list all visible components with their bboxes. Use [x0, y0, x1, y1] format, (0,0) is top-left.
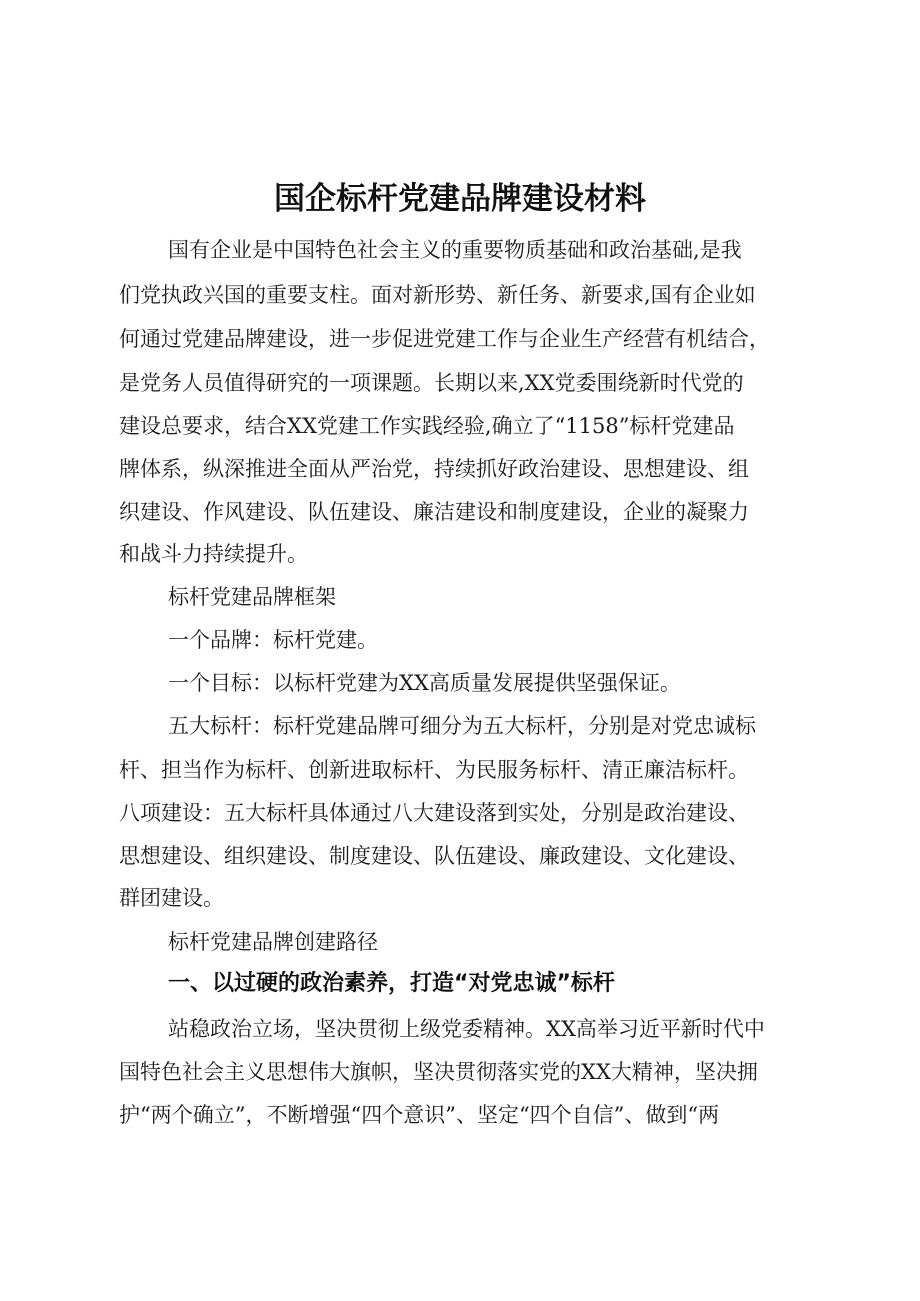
document-title: 国企标杆党建品牌建设材料	[274, 181, 646, 217]
intro-line: 何通过党建品牌建设，进一步促进党建工作与企业生产经营有机结合，	[119, 327, 770, 351]
intro-line: 建设总要求，结合XX党建工作实践经验,确立了“1158”标杆党建品	[119, 414, 735, 438]
section-1-heading: 一、以过硬的政治素养，打造“对党忠诚”标杆	[168, 971, 615, 996]
eight-constructions-line: 八项建设：五大标杆具体通过八大建设落到实处，分别是政治建设、	[119, 801, 749, 825]
brand-line: 一个品牌：标杆党建。	[168, 628, 378, 652]
path-heading: 标杆党建品牌创建路径	[168, 930, 378, 954]
framework-heading: 标杆党建品牌框架	[168, 585, 336, 609]
intro-line: 国有企业是中国特色社会主义的重要物质基础和政治基础,是我	[168, 238, 742, 262]
eight-constructions-line: 思想建设、组织建设、制度建设、队伍建设、廉政建设、文化建设、	[119, 844, 749, 868]
five-benchmarks-line: 杆、担当作为标杆、创新进取标杆、为民服务标杆、清正廉洁标杆。	[119, 758, 749, 782]
eight-constructions-line: 群团建设。	[119, 886, 224, 910]
intro-line: 和战斗力持续提升。	[119, 542, 308, 566]
intro-line: 织建设、作风建设、队伍建设、廉洁建设和制度建设，企业的凝聚力	[119, 500, 749, 524]
section-1-line: 站稳政治立场，坚决贯彻上级党委精神。XX高举习近平新时代中	[168, 1017, 765, 1041]
intro-line: 牌体系，纵深推进全面从严治党，持续抓好政治建设、思想建设、组	[119, 457, 749, 481]
intro-line: 们党执政兴国的重要支柱。面对新形势、新任务、新要求,国有企业如	[119, 283, 756, 307]
section-1-line: 护“两个确立”，不断增强“四个意识”、坚定“四个自信”、做到“两	[119, 1103, 720, 1127]
section-1-line: 国特色社会主义思想伟大旗帜，坚决贯彻落实党的XX大精神，坚决拥	[119, 1060, 758, 1084]
five-benchmarks-line: 五大标杆：标杆党建品牌可细分为五大标杆，分别是对党忠诚标	[168, 714, 756, 738]
intro-line: 是党务人员值得研究的一项课题。长期以来,XX党委围绕新时代党的	[119, 371, 744, 395]
goal-line: 一个目标：以标杆党建为XX高质量发展提供坚强保证。	[168, 671, 681, 695]
